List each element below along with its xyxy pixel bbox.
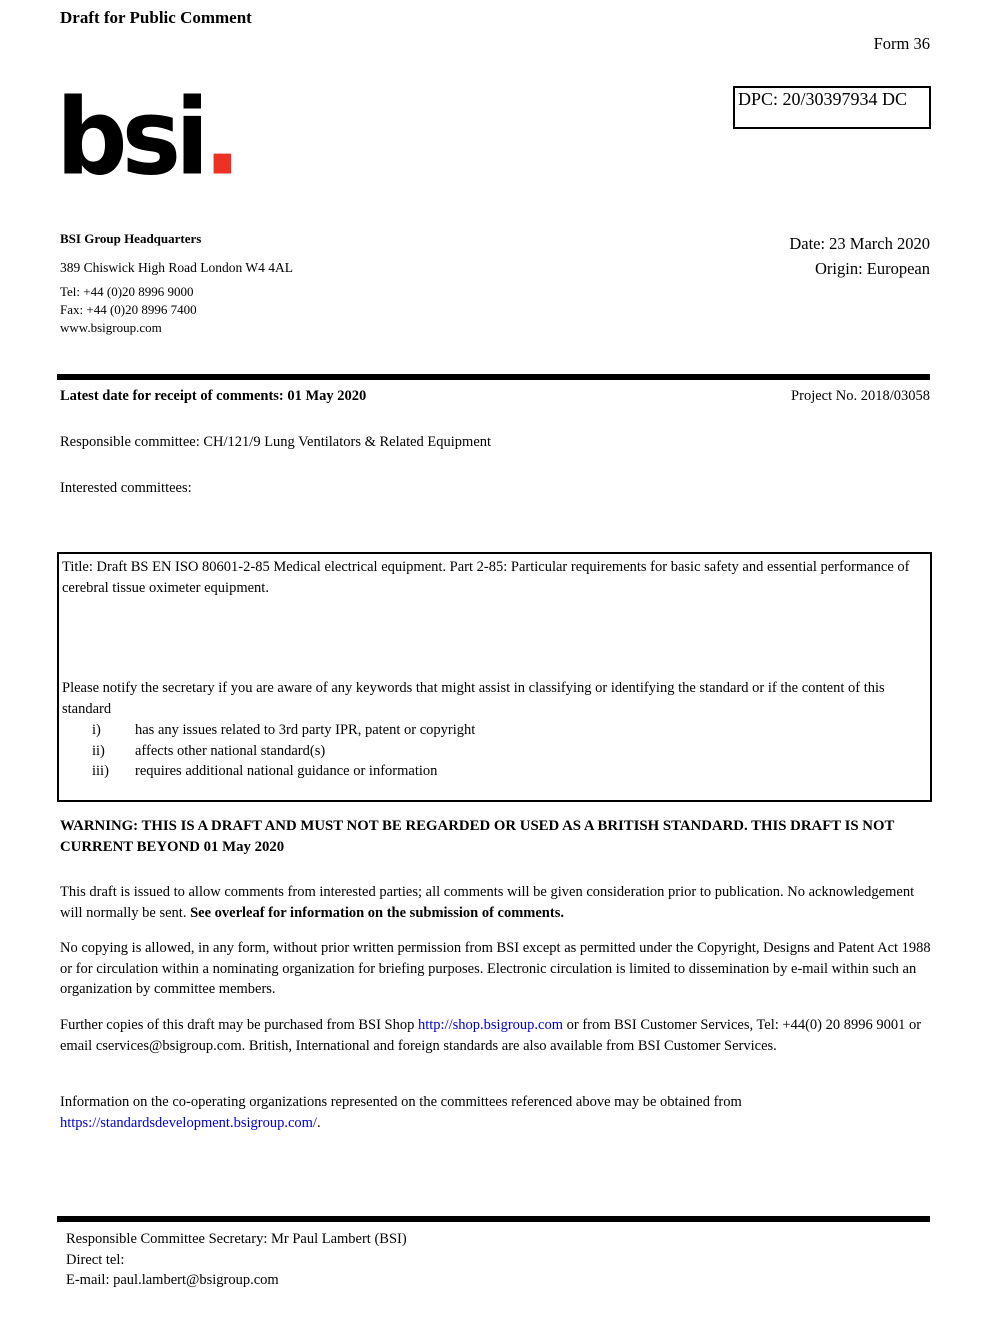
list-item-text: requires additional national guidance or information xyxy=(135,763,438,779)
direct-tel: Direct tel: xyxy=(66,1251,125,1268)
paragraph-comments xyxy=(60,882,934,923)
list-item xyxy=(62,741,927,762)
paragraph-purchase-post: or from BSI Customer Services, Tel: +44(0) 20 8996 9001 or email cservices@bsigroup.com. British, International and foreign standards are also available from BSI Customer Services. xyxy=(60,1017,922,1054)
standard-title-box xyxy=(57,552,932,802)
address-web: www.bsigroup.com xyxy=(60,320,162,335)
secretary-email: E-mail: paul.lambert@bsigroup.com xyxy=(66,1272,279,1288)
list-item-text: affects other national standard(s) xyxy=(135,742,326,759)
address-street: 389 Chiswick High Road London W4 4AL xyxy=(60,260,293,275)
comments-deadline-row xyxy=(60,388,930,405)
paragraph-orgs-pre: Information on the co-operating organizations represented on the committees referenced above may be obtained from xyxy=(60,1094,742,1110)
standard-title: Title: Draft BS EN ISO 80601-2-85 Medical electrical equipment. Part 2-85: Particular requirements for basic safety and essential performance of cerebral tissue oximeter equipment. xyxy=(62,559,910,596)
standards-development-link[interactable]: https://standardsdevelopment.bsigroup.com/ xyxy=(60,1114,317,1131)
address-title: BSI Group Headquarters xyxy=(60,231,202,246)
address-tel: Tel: +44 (0)20 8996 9000 xyxy=(60,284,194,299)
paragraph-purchase xyxy=(60,1015,934,1056)
form-number: Form 36 xyxy=(873,34,930,53)
list-item xyxy=(62,761,927,782)
address-fax: Fax: +44 (0)20 8996 7400 xyxy=(60,302,197,317)
list-item-numeral: i) xyxy=(92,722,101,738)
paragraph-purchase-pre: Further copies of this draft may be purchased from BSI Shop xyxy=(60,1017,418,1033)
list-item-numeral: iii) xyxy=(92,763,109,779)
list-item-text: has any issues related to 3rd party IPR, patent or copyright xyxy=(135,722,476,738)
committee-secretary: Responsible Committee Secretary: Mr Paul Lambert (BSI) xyxy=(66,1231,407,1247)
bsi-logo-dot: . xyxy=(203,75,242,199)
project-number: Project No. 2018/03058 xyxy=(791,388,930,404)
paragraph-comments-text: This draft is issued to allow comments from interested parties; all comments will be given consideration prior to publication. No acknowledgement will normally be sent. xyxy=(60,884,915,921)
bsi-logo xyxy=(56,75,242,199)
divider-bottom xyxy=(57,1216,930,1222)
bsi-logo-text: bsi xyxy=(56,75,204,199)
see-overleaf-note: See overleaf for information on the submission of comments. xyxy=(190,904,564,921)
footer-contact xyxy=(66,1229,407,1291)
divider-top xyxy=(57,374,930,380)
list-item xyxy=(62,720,927,741)
notify-list xyxy=(62,720,927,782)
dpc-number-box xyxy=(733,86,931,129)
paragraph-copyright: No copying is allowed, in any form, without prior written permission from BSI except as permitted under the Copyright, Designs and Patent Act 1988 or for circulation within a nominating organization for briefing purposes. Electronic circulation is limited to dissemination by e-mail within such an organization by committee members. xyxy=(60,940,931,997)
bsi-shop-link[interactable]: http://shop.bsigroup.com xyxy=(418,1017,563,1033)
paragraph-orgs-post: . xyxy=(316,1114,321,1131)
dpc-number: DPC: 20/30397934 DC xyxy=(738,89,908,109)
document-origin: Origin: European xyxy=(814,258,930,278)
interested-committees: Interested committees: xyxy=(60,480,192,496)
document-meta xyxy=(789,232,930,281)
document-date: Date: 23 March 2020 xyxy=(789,234,930,253)
responsible-committee: Responsible committee: CH/121/9 Lung Ventilators & Related Equipment xyxy=(60,434,492,450)
latest-date-label: Latest date for receipt of comments: 01 May 2020 xyxy=(60,388,367,404)
notify-secretary-text: Please notify the secretary if you are aware of any keywords that might assist in classifying or identifying the standard or if the content of this standard xyxy=(62,680,885,717)
address-contact xyxy=(60,283,197,337)
paragraph-cooperating-orgs xyxy=(60,1092,934,1133)
draft-warning: WARNING: THIS IS A DRAFT AND MUST NOT BE REGARDED OR USED AS A BRITISH STANDARD. THIS DRAFT IS NOT CURRENT BEYOND 01 May 2020 xyxy=(60,818,895,855)
list-item-numeral: ii) xyxy=(92,742,105,759)
page-title: Draft for Public Comment xyxy=(60,8,252,27)
